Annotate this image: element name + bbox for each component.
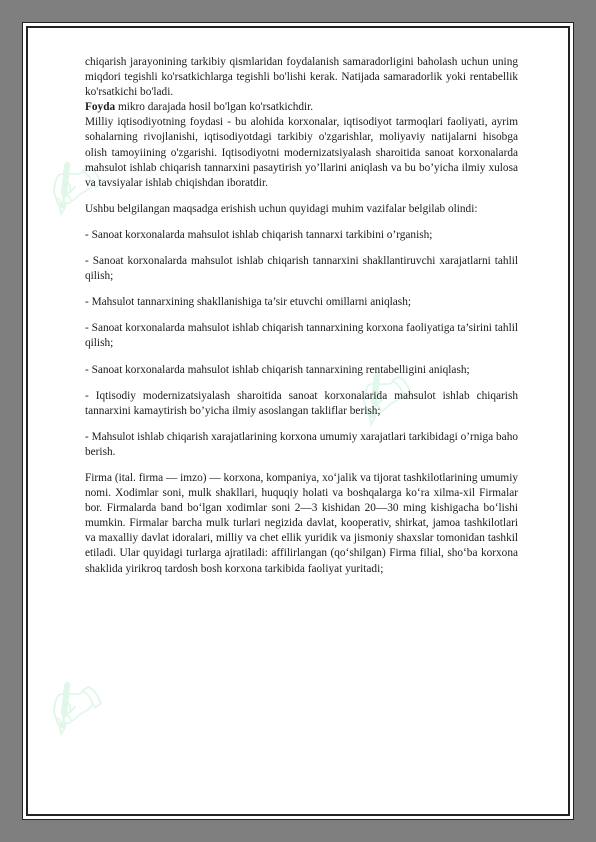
- watermark-logo: ✍: [335, 341, 436, 447]
- watermark-logo: ✍: [25, 651, 126, 757]
- paragraph: chiqarish jarayonining tarkibiy qismlaridan foydalanish samaradorligini baholash uchun uning miqdori tegishli ko'rsatkichlarga tegishli bo'lishi kerak. Natijada samaradorlik yoki rentabellik ko'rsatkichi bo'ladi.: [85, 56, 518, 99]
- paragraph: Firma (ital. firma — imzo) — korxona, kompaniya, xo‘jalik va tijorat tashkilotlarining umumiy nomi. Xodimlar soni, mulk shakllari, huquqiy holati va boshqalarga ko‘ra xilma-xil Firmalar bor. Firmalarda band bo‘lgan xodimlar soni 2—3 kishidan 20—30 ming kishigacha bo‘lishi mumkin. Firmalar barcha mulk turlari negizida davlat, kooperativ, shirkat, jamoa tashkilotlari va maxalliy davlat idoralari, milliy va chet ellik yuridik va jismoniy shaxslar tomonidan tashkil etiladi. Ular quyidagi turlarga ajratiladi: affilirlangan (qo‘shilgan) Firma filial, sho‘ba korxona shaklida yirikroq tardosh bosh korxona tarkibida faoliyat yuritadi;: [85, 471, 518, 575]
- list-item: - Iqtisodiy modernizatsiyalash sharoitida sanoat korxonalarida mahsulot ishlab chiqarish tannarxini kamaytirish bo’yicha ilmiy asoslangan takliflar berish;: [85, 389, 518, 417]
- paragraph: Milliy iqtisodiyotning foydasi - bu alohida korxonalar, iqtisodiyot tarmoqlari faoliyati, ayrim sohalarning rivojlanishi, iqtisodiyotdagi tarkibiy o'zgarishlar, moliyaviy natijalarni hisobga olish tamoyiining o'zgarishi. Iqtisodiyotni modernizatsiyalash sharoitida sanoat korxonalarda mahsulot ishlab chiqarish tannarxini pasaytirish yo’llarini aniqlash va bu bo’yicha ilmiy xulosa va tavsiyalar ishlab chiqishdan iboratdir.: [85, 116, 518, 189]
- list-item: - Sanoat korxonalarda mahsulot ishlab chiqarish tannarxining rentabelligini aniqlash;: [85, 363, 470, 376]
- paragraph: Ushbu belgilangan maqsadga erishish uchun quyidagi muhim vazifalar belgilab olindi:: [85, 202, 478, 215]
- paragraph-profit: [85, 100, 518, 115]
- list-item: - Mahsulot ishlab chiqarish xarajatlarining korxona umumiy xarajatlari tarkibidagi o’rniga baho berish.: [85, 430, 518, 458]
- paragraph-text: mikro darajada hosil bo'lgan ko'rsatkichdir.: [115, 101, 314, 114]
- list-item: - Sanoat korxonalarda mahsulot ishlab chiqarish tannarxi tarkibini o’rganish;: [85, 228, 433, 241]
- list-item: - Mahsulot tannarxining shakllanishiga ta’sir etuvchi omillarni aniqlash;: [85, 296, 411, 309]
- watermark-logo: ✍: [25, 131, 126, 237]
- list-item: - Sanoat korxonalarda mahsulot ishlab chiqarish tannarxini shakllantiruvchi xarajatlarni tahlil qilish;: [85, 255, 518, 283]
- document-page: [22, 22, 574, 820]
- document-body: [85, 55, 518, 588]
- bold-term: Foyda: [85, 101, 116, 114]
- list-item: - Sanoat korxonalarda mahsulot ishlab chiqarish tannarxining korxona faoliyatiga ta’sirini tahlil qilish;: [85, 322, 518, 350]
